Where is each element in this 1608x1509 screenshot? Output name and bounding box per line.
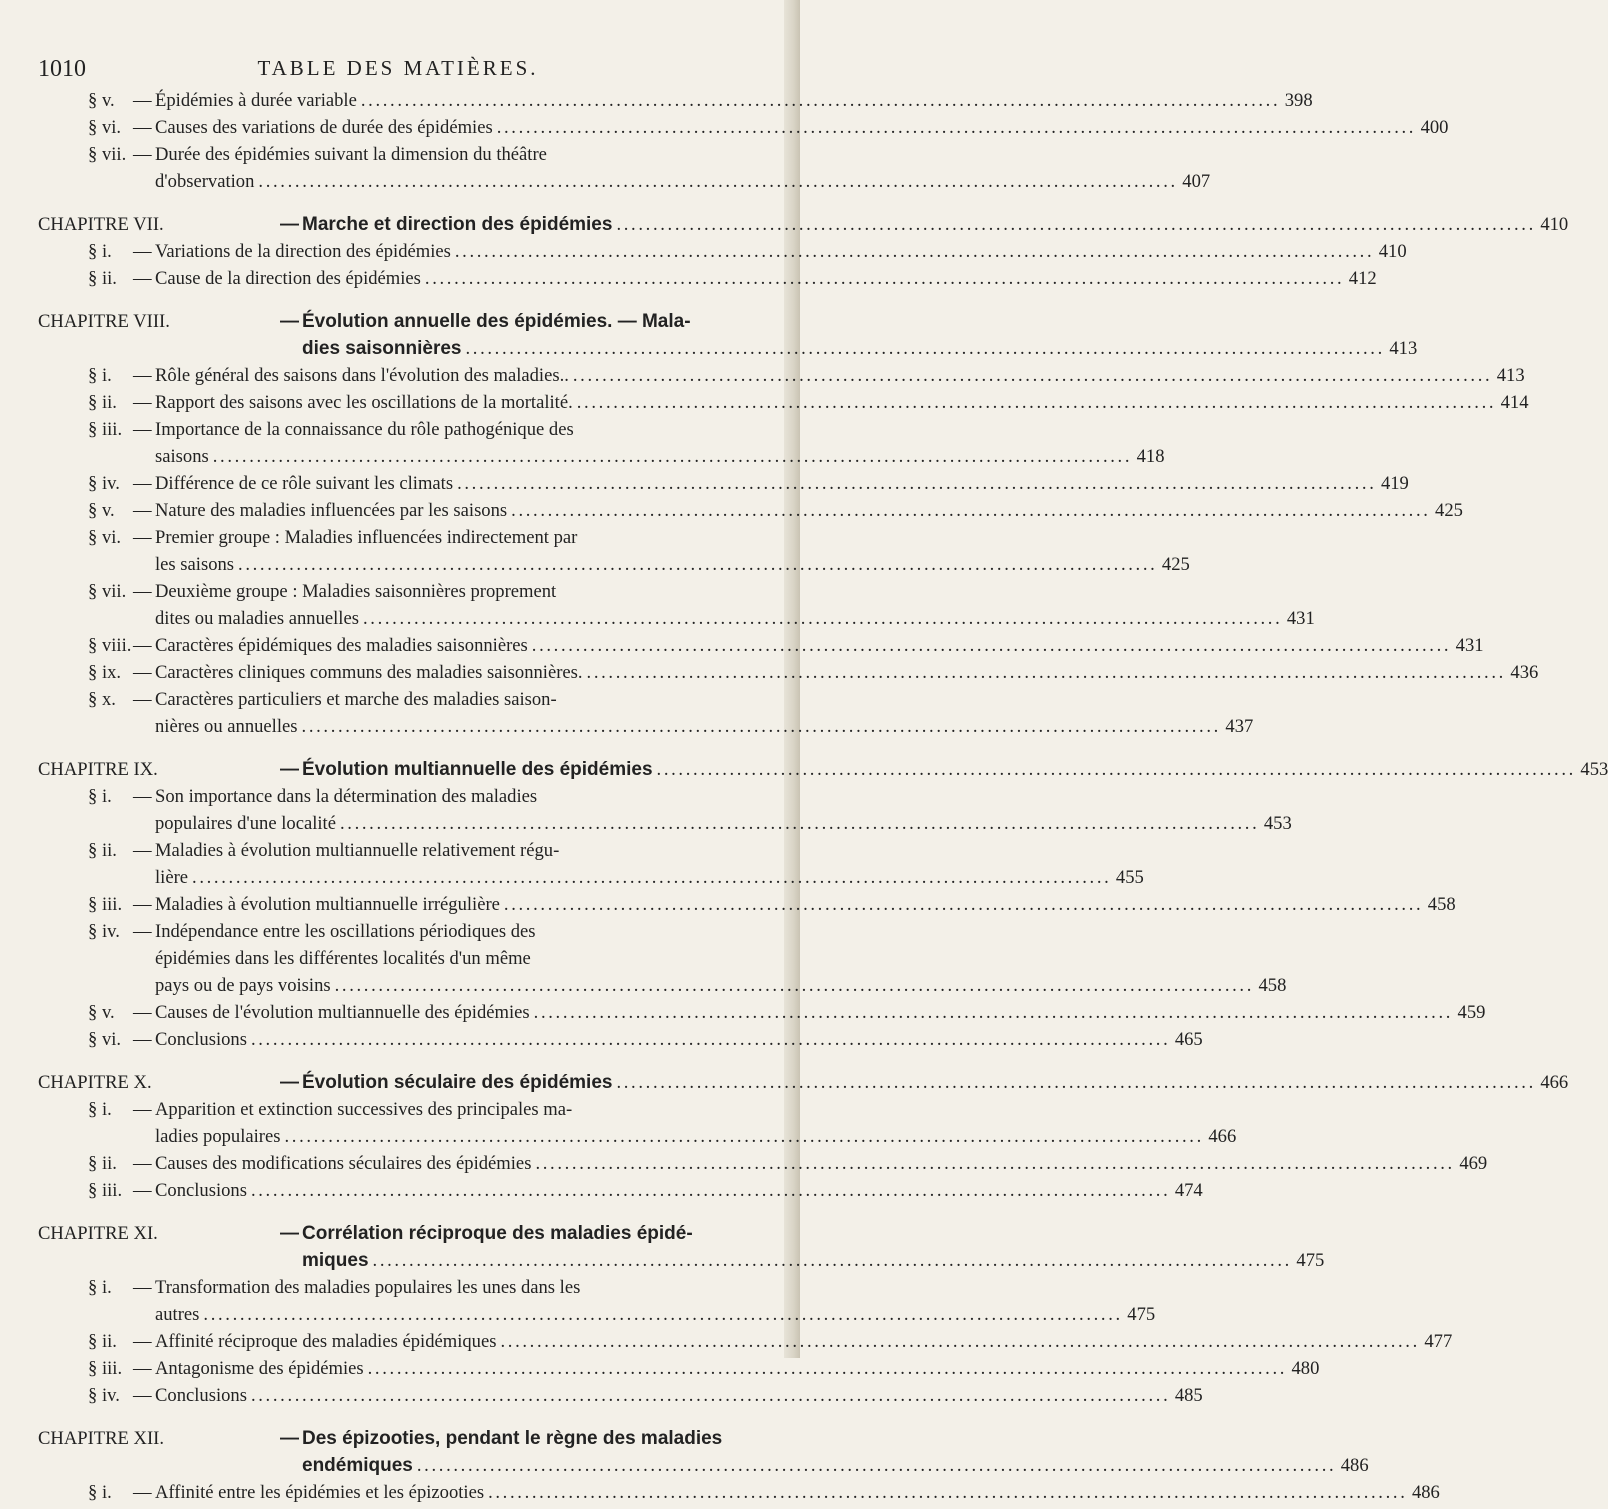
- toc-section: [38, 894, 1456, 921]
- entry-text: populaires d'une localité: [155, 813, 336, 834]
- leader-dots: [497, 117, 1413, 139]
- chapter-label: CHAPITRE XI.: [38, 1223, 158, 1244]
- entry-line: [133, 716, 1254, 743]
- section-label: § vii.: [88, 581, 127, 602]
- entry-text: —Conclusions: [133, 1180, 247, 1201]
- toc-section: [38, 1153, 1488, 1180]
- entry-line: [133, 608, 1315, 635]
- page-ref: 455: [1115, 867, 1144, 888]
- page-ref: 477: [1424, 1331, 1453, 1352]
- leader-dots: [417, 1455, 1333, 1477]
- page-ref: 466: [1208, 1126, 1237, 1147]
- entry-text: —Deuxième groupe : Maladies saisonnières proprement: [133, 581, 557, 602]
- toc-entry: [133, 1180, 1203, 1207]
- leader-dots: [616, 214, 1532, 236]
- entry-line: [133, 662, 1539, 689]
- section-label: § ii.: [88, 840, 117, 861]
- section-label: § iii.: [88, 894, 123, 915]
- toc-chapter: [38, 311, 1418, 365]
- toc-entry: [133, 894, 1456, 921]
- entry-text: —Indépendance entre les oscillations périodiques des: [133, 921, 536, 942]
- leader-dots: [363, 608, 1279, 630]
- entry-text: dites ou maladies annuelles: [155, 608, 359, 629]
- leader-dots: [657, 759, 1573, 781]
- leader-dots: [238, 554, 1154, 576]
- toc-entry: [133, 786, 1292, 840]
- entry-text: nières ou annuelles: [155, 716, 298, 737]
- toc-entry: [133, 1029, 1203, 1056]
- entry-text: —Caractères particuliers et marche des maladies saison-: [133, 689, 557, 710]
- toc-section: [38, 635, 1484, 662]
- toc-section: [38, 473, 1409, 500]
- entry-line: [133, 241, 1407, 268]
- leader-dots: [192, 867, 1108, 889]
- leader-dots: [457, 473, 1373, 495]
- toc-section: [38, 90, 1313, 117]
- toc-entry: [133, 500, 1463, 527]
- toc-section: [38, 268, 1377, 295]
- page-ref: 431: [1455, 635, 1484, 656]
- page-ref: 425: [1435, 500, 1463, 521]
- toc-entry: [133, 365, 1525, 392]
- entry-text: —Premier groupe : Maladies influencées indirectement par: [133, 527, 578, 548]
- entry-text: —Évolution multiannuelle des épidémies: [280, 759, 653, 780]
- chapter-label: CHAPITRE VII.: [38, 214, 164, 235]
- section-label: § vi.: [88, 527, 122, 548]
- toc-entry: [133, 689, 1254, 743]
- leader-dots: [511, 500, 1427, 522]
- entry-line: [133, 117, 1449, 144]
- entry-line: [133, 1099, 718, 1126]
- section-label: § iv.: [88, 473, 120, 494]
- entry-line: [133, 1482, 1440, 1509]
- entry-text: —Apparition et extinction successives des principales ma-: [133, 1099, 573, 1120]
- entry-text: —Nature des maladies influencées par les saisons: [133, 500, 508, 521]
- entry-line: [133, 1126, 1237, 1153]
- toc-entry: [280, 1223, 1325, 1277]
- section-label: § v.: [88, 1002, 115, 1023]
- leader-dots: [488, 1482, 1404, 1504]
- toc-entry: [133, 392, 1529, 419]
- section-label: § ii.: [88, 1153, 117, 1174]
- table-of-contents: [38, 90, 1608, 1509]
- section-label: § ii.: [88, 268, 117, 289]
- entry-text: —Marche et direction des épidémies: [280, 214, 613, 235]
- toc-entry: [280, 759, 1608, 786]
- toc-section: [38, 144, 1211, 198]
- entry-text: —Maladies à évolution multiannuelle relativement régu-: [133, 840, 560, 861]
- entry-line: [280, 311, 718, 338]
- entry-line: [133, 840, 718, 867]
- entry-line: [133, 813, 1292, 840]
- entry-line: [133, 1304, 1156, 1331]
- page-ref: 413: [1389, 338, 1418, 359]
- leader-dots: [373, 1250, 1289, 1272]
- entry-line: [280, 1250, 1325, 1277]
- section-label: § ii.: [88, 1331, 117, 1352]
- leader-dots: [340, 813, 1256, 835]
- entry-text: —Son importance dans la détermination des maladies: [133, 786, 538, 807]
- entry-text: —Conclusions: [133, 1029, 247, 1050]
- toc-section: [38, 1029, 1203, 1056]
- section-label: § i.: [88, 786, 112, 807]
- toc-section: [38, 1331, 1453, 1358]
- toc-entry: [133, 1277, 1156, 1331]
- toc-entry: [133, 1358, 1320, 1385]
- entry-line: [280, 1455, 1369, 1482]
- toc-section: [38, 241, 1407, 268]
- page-ref: 413: [1496, 365, 1525, 386]
- page-ref: 418: [1136, 446, 1165, 467]
- toc-section: [38, 921, 1287, 1002]
- toc-entry: [133, 1002, 1486, 1029]
- page-ref: 407: [1182, 171, 1211, 192]
- page-ref: 459: [1457, 1002, 1486, 1023]
- entry-line: [133, 1358, 1320, 1385]
- toc-section: [38, 1358, 1320, 1385]
- leader-dots: [425, 268, 1341, 290]
- section-label: § iv.: [88, 921, 120, 942]
- section-label: § v.: [88, 90, 115, 111]
- entry-text: —Épidémies à durée variable: [133, 90, 357, 111]
- toc-entry: [280, 214, 1569, 241]
- toc-chapter: [38, 1428, 1369, 1482]
- entry-text: —Des épizooties, pendant le règne des maladies: [280, 1428, 723, 1449]
- entry-line: [133, 527, 718, 554]
- leader-dots: [535, 1153, 1451, 1175]
- page-ref: 425: [1161, 554, 1190, 575]
- leader-dots: [335, 975, 1251, 997]
- entry-line: [133, 144, 718, 171]
- toc-entry: [133, 1153, 1488, 1180]
- page-ref: 475: [1127, 1304, 1156, 1325]
- leader-dots: [587, 662, 1503, 684]
- entry-text: —Évolution annuelle des épidémies. — Mala-: [280, 311, 691, 332]
- entry-line: [133, 894, 1456, 921]
- entry-line: [133, 1385, 1203, 1412]
- section-label: § ii.: [88, 392, 117, 413]
- leader-dots: [455, 241, 1371, 263]
- entry-text: les saisons: [155, 554, 235, 575]
- entry-line: [280, 759, 1608, 786]
- toc-entry: [133, 473, 1409, 500]
- toc-chapter: [38, 759, 1608, 786]
- toc-chapter: [38, 1072, 1569, 1099]
- toc-section: [38, 1099, 1237, 1153]
- toc-entry: [133, 1331, 1453, 1358]
- entry-text: autres: [155, 1304, 200, 1325]
- entry-line: [133, 365, 1525, 392]
- section-label: § i.: [88, 241, 112, 262]
- toc-entry: [133, 1482, 1440, 1509]
- toc-section: [38, 786, 1292, 840]
- toc-entry: [133, 840, 1144, 894]
- section-label: § ix.: [88, 662, 122, 683]
- leader-dots: [284, 1126, 1200, 1148]
- toc-section: [38, 689, 1254, 743]
- leader-dots: [534, 1002, 1450, 1024]
- toc-entry: [133, 117, 1449, 144]
- leader-dots: [213, 446, 1129, 468]
- entry-text: —Caractères épidémiques des maladies saisonnières: [133, 635, 528, 656]
- page-ref: 453: [1580, 759, 1608, 780]
- leader-dots: [500, 1331, 1416, 1353]
- leader-dots: [361, 90, 1277, 112]
- toc-entry: [133, 635, 1484, 662]
- section-label: § x.: [88, 689, 116, 710]
- entry-text: —Rôle général des saisons dans l'évolution des maladies..: [133, 365, 569, 386]
- page-ref: 474: [1174, 1180, 1203, 1201]
- page-ref: 410: [1378, 241, 1407, 262]
- entry-line: [280, 1223, 718, 1250]
- section-label: § viii.: [88, 635, 132, 656]
- section-label: § iii.: [88, 1180, 123, 1201]
- entry-text: —Conclusions: [133, 1385, 247, 1406]
- section-label: § iv.: [88, 1385, 120, 1406]
- toc-entry: [280, 311, 1418, 365]
- entry-text: saisons: [155, 446, 209, 467]
- entry-line: [280, 1428, 723, 1455]
- toc-section: [38, 392, 1529, 419]
- entry-text: —Évolution séculaire des épidémies: [280, 1072, 613, 1093]
- chapter-label: CHAPITRE VIII.: [38, 311, 170, 332]
- entry-text: pays ou de pays voisins: [155, 975, 331, 996]
- toc-entry: [133, 144, 1211, 198]
- entry-text: —Causes des variations de durée des épidémies: [133, 117, 493, 138]
- entry-line: [133, 473, 1409, 500]
- entry-text: dies saisonnières: [302, 338, 462, 359]
- toc-section: [38, 1482, 1440, 1509]
- entry-text: —Durée des épidémies suivant la dimension du théâtre: [133, 144, 547, 165]
- toc-section: [38, 1002, 1486, 1029]
- entry-text: —Transformation des maladies populaires les unes dans les: [133, 1277, 581, 1298]
- leader-dots: [465, 338, 1381, 360]
- page-ref: 469: [1459, 1153, 1488, 1174]
- page-ref: 475: [1296, 1250, 1325, 1271]
- entry-line: [133, 1277, 718, 1304]
- entry-line: [133, 1029, 1203, 1056]
- toc-section: [38, 117, 1449, 144]
- section-label: § vii.: [88, 144, 127, 165]
- entry-line: [133, 500, 1463, 527]
- toc-section: [38, 840, 1144, 894]
- toc-section: [38, 365, 1525, 392]
- entry-text: —Caractères cliniques communs des maladies saisonnières.: [133, 662, 583, 683]
- leader-dots: [258, 171, 1174, 193]
- entry-text: —Variations de la direction des épidémies: [133, 241, 451, 262]
- entry-line: [133, 1180, 1203, 1207]
- toc-entry: [133, 1385, 1203, 1412]
- entry-text: ladies populaires: [155, 1126, 281, 1147]
- page-ref: 453: [1263, 813, 1292, 834]
- entry-line: [280, 214, 1569, 241]
- entry-line: [133, 689, 718, 716]
- toc-entry: [133, 921, 1287, 1002]
- entry-line: [133, 975, 1287, 1002]
- toc-entry: [133, 90, 1313, 117]
- page-ref: 419: [1380, 473, 1409, 494]
- section-label: § i.: [88, 1099, 112, 1120]
- toc-section: [38, 662, 1539, 689]
- toc-entry: [133, 241, 1407, 268]
- entry-text: —Causes de l'évolution multiannuelle des épidémies: [133, 1002, 530, 1023]
- page-ref: 414: [1500, 392, 1529, 413]
- chapter-label: CHAPITRE XII.: [38, 1428, 165, 1449]
- entry-line: [133, 1002, 1486, 1029]
- entry-line: [133, 171, 1211, 198]
- entry-text: —Antagonisme des épidémies: [133, 1358, 364, 1379]
- entry-text: —Différence de ce rôle suivant les climats: [133, 473, 454, 494]
- toc-entry: [133, 419, 1165, 473]
- entry-text: —Maladies à évolution multiannuelle irrégulière: [133, 894, 500, 915]
- entry-text: —Rapport des saisons avec les oscillations de la mortalité.: [133, 392, 573, 413]
- leader-dots: [302, 716, 1218, 738]
- entry-line: [133, 867, 1144, 894]
- entry-line: [133, 1331, 1453, 1358]
- page-ref: 485: [1174, 1385, 1203, 1406]
- leader-dots: [251, 1180, 1167, 1202]
- chapter-label: CHAPITRE IX.: [38, 759, 158, 780]
- toc-section: [38, 1180, 1203, 1207]
- entry-line: [133, 1153, 1488, 1180]
- leader-dots: [573, 365, 1489, 387]
- page-ref: 480: [1291, 1358, 1320, 1379]
- entry-text: —Causes des modifications séculaires des épidémies: [133, 1153, 532, 1174]
- entry-text: d'observation: [155, 171, 255, 192]
- toc-section: [38, 1277, 1156, 1331]
- leader-dots: [577, 392, 1493, 414]
- page-ref: 412: [1348, 268, 1377, 289]
- page-ref: 486: [1411, 1482, 1440, 1503]
- entry-text: miques: [302, 1250, 369, 1271]
- chapter-label: CHAPITRE X.: [38, 1072, 152, 1093]
- page-ref: 458: [1427, 894, 1456, 915]
- leader-dots: [251, 1029, 1167, 1051]
- page-header: [38, 56, 758, 86]
- toc-entry: [280, 1428, 1369, 1482]
- toc-entry: [280, 1072, 1569, 1099]
- entry-line: [133, 786, 718, 813]
- toc-entry: [133, 527, 1190, 581]
- entry-text: épidémies dans les différentes localités d'un même: [155, 948, 531, 969]
- leader-dots: [616, 1072, 1532, 1094]
- section-label: § vi.: [88, 1029, 122, 1050]
- entry-line: [133, 948, 718, 975]
- toc-section: [38, 1385, 1203, 1412]
- entry-line: [133, 90, 1313, 117]
- entry-text: lière: [155, 867, 189, 888]
- entry-text: —Affinité entre les épidémies et les épizooties: [133, 1482, 485, 1503]
- leader-dots: [504, 894, 1420, 916]
- page-ref: 410: [1540, 214, 1569, 235]
- page-ref: 437: [1225, 716, 1254, 737]
- entry-text: endémiques: [302, 1455, 413, 1476]
- entry-line: [133, 921, 718, 948]
- entry-line: [133, 392, 1529, 419]
- leader-dots: [251, 1385, 1167, 1407]
- toc-section: [38, 581, 1315, 635]
- toc-section: [38, 419, 1165, 473]
- leader-dots: [368, 1358, 1284, 1380]
- page-ref: 436: [1510, 662, 1539, 683]
- section-label: § vi.: [88, 117, 122, 138]
- entry-text: —Cause de la direction des épidémies: [133, 268, 421, 289]
- page-ref: 486: [1340, 1455, 1369, 1476]
- toc-section: [38, 527, 1190, 581]
- entry-line: [133, 268, 1377, 295]
- leader-dots: [532, 635, 1448, 657]
- entry-line: [133, 635, 1484, 662]
- toc-entry: [133, 1099, 1237, 1153]
- entry-line: [133, 419, 718, 446]
- section-label: § iii.: [88, 419, 123, 440]
- entry-text: —Importance de la connaissance du rôle pathogénique des: [133, 419, 574, 440]
- leader-dots: [203, 1304, 1119, 1326]
- page-ref: 466: [1540, 1072, 1569, 1093]
- page-ref: 458: [1258, 975, 1287, 996]
- section-label: § i.: [88, 365, 112, 386]
- toc-section: [38, 500, 1463, 527]
- section-label: § i.: [88, 1482, 112, 1503]
- page-ref: 465: [1174, 1029, 1203, 1050]
- running-title: TABLE DES MATIÈRES.: [257, 56, 539, 80]
- toc-entry: [133, 268, 1377, 295]
- page-ref: 400: [1420, 117, 1449, 138]
- page-number: 1010: [38, 56, 86, 82]
- section-label: § iii.: [88, 1358, 123, 1379]
- section-label: § i.: [88, 1277, 112, 1298]
- entry-line: [280, 1072, 1569, 1099]
- section-label: § v.: [88, 500, 115, 521]
- entry-line: [280, 338, 1418, 365]
- entry-text: —Affinité réciproque des maladies épidémiques: [133, 1331, 497, 1352]
- entry-line: [133, 554, 1190, 581]
- entry-text: —Corrélation réciproque des maladies épidé-: [280, 1223, 693, 1244]
- entry-line: [133, 581, 718, 608]
- toc-chapter: [38, 214, 1569, 241]
- entry-line: [133, 446, 1165, 473]
- toc-entry: [133, 581, 1315, 635]
- page-ref: 431: [1286, 608, 1315, 629]
- page-ref: 398: [1284, 90, 1313, 111]
- toc-chapter: [38, 1223, 1325, 1277]
- toc-entry: [133, 662, 1539, 689]
